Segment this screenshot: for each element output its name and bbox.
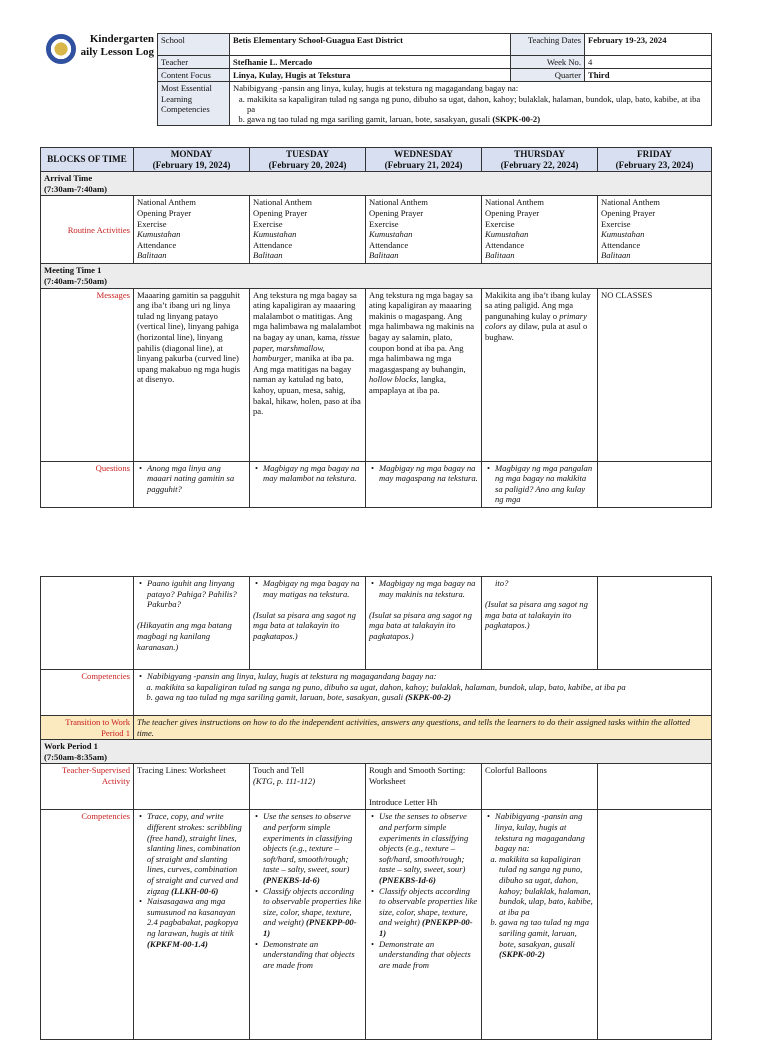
question-wednesday: • Magbigay ng mga bagay na may magaspang na tekstura.: [366, 461, 482, 507]
message-wednesday: Ang tekstura ng mga bagay sa ating kapaligiran ay maaaring makinis o magaspang. Ang mga halimbawa ng makinis na bagay ay salamin, plato, coupon bond at iba pa. Ang mga halimbawa ng mga magasgaspang ay buhangin, hollow blocks, langka, ampaplaya at iba pa.: [366, 288, 482, 461]
competency-a: a. makikita sa kapaligiran tulad ng sanga ng puno, dibuho sa ugat, dahon, kahoy; bulaklak, halaman, bundok, ulap, bato, kabibe, at iba pa: [247, 94, 708, 114]
tsa-wednesday: Rough and Smooth Sorting: Worksheet Introduce Letter Hh: [366, 764, 482, 810]
section-meeting-time: Meeting Time 1 (7:40am-7:50am): [41, 264, 712, 288]
competency-b: b. gawa ng tao tulad ng mga sariling gamit, laruan, bote, sasakyan, gusali (SKPK-00-2): [247, 114, 708, 124]
question-friday-continued: [598, 577, 712, 670]
transition-text: The teacher gives instructions on how to do the independent activities, answers any questions, and tells the learners to do their assigned tasks within the allotted time.: [134, 716, 712, 740]
routine-tuesday: National Anthem Opening Prayer Exercise Kumustahan Attendance Balitaan: [250, 196, 366, 264]
quarter-label: Quarter: [511, 69, 585, 82]
questions-label-empty: [41, 577, 134, 670]
competencies-list: [233, 94, 708, 125]
tsa-label: Teacher-Supervised Activity: [41, 764, 134, 810]
competencies-row-label: Competencies: [41, 670, 134, 716]
tsa-row: [41, 764, 712, 810]
routine-label: Routine Activities: [41, 196, 134, 264]
competencies-value: Nabibigyang -pansin ang linya, kulay, hugis at tekstura ng magagandang bagay na: a. makikita sa kapaligiran tulad ng sanga ng puno, dibuho sa ugat, dahon, kahoy; bulaklak, halaman, bundok, ulap, bato, kabibe, at iba pa b. gawa ng tao tulad ng mga sariling gamit, laruan, bote, sasakyan, gusali (SKPK-00-2): [230, 82, 712, 126]
competencies2-tuesday: • Use the senses to observe and perform simple experiments in classifying objects (e.g., texture – soft/hard, smooth/rough; taste – salty, sweet, sour) (PNEKBS-Id-6) • Classify objects according to observable properties like size, color, shape, texture, and weight) (PNEKPP-00-1) • Demonstrate an understanding that objects are made from: [250, 810, 366, 1040]
routine-friday: National Anthem Opening Prayer Exercise Kumustahan Attendance Balitaan: [598, 196, 712, 264]
content-focus-label: Content Focus: [158, 69, 230, 82]
competencies2-label: Competencies: [41, 810, 134, 1040]
week-value: 4: [585, 56, 712, 69]
competencies2-row: [41, 810, 712, 1040]
question-monday: • Anong mga linya ang maaari nating gamitin sa pagguhit?: [134, 461, 250, 507]
quarter-value: Third: [585, 69, 712, 82]
tsa-friday: [598, 764, 712, 810]
question-tuesday: • Magbigay ng mga bagay na may malambot na tekstura.: [250, 461, 366, 507]
content-focus-value: Linya, Kulay, Hugis at Tekstura: [230, 69, 511, 82]
lesson-table-page2: [40, 576, 712, 1040]
teacher-value: Stefhanie L. Mercado: [230, 56, 511, 69]
message-monday: Maaaring gamitin sa pagguhit ang iba’t ibang uri ng linya tulad ng linyang patayo (vertical line), linyang pahiga (horizontal line), linyang pahilis (diagonal line), at linyang pakurba (curved line) upang makabuo ng mga hugis at disenyo.: [134, 288, 250, 461]
routine-wednesday: National Anthem Opening Prayer Exercise Kumustahan Attendance Balitaan: [366, 196, 482, 264]
routine-thursday: National Anthem Opening Prayer Exercise Kumustahan Attendance Balitaan: [482, 196, 598, 264]
routine-monday: National Anthem Opening Prayer Exercise Kumustahan Attendance Balitaan: [134, 196, 250, 264]
questions-label: Questions: [41, 461, 134, 507]
header-table: [157, 33, 712, 126]
question-tuesday-continued: • Magbigay ng mga bagay na may matigas na tekstura. (Isulat sa pisara ang sagot ng mga bata at talakayin ito pagkatapos.): [250, 577, 366, 670]
routine-row: [41, 196, 712, 264]
school-label: School: [158, 34, 230, 56]
competencies-label: Most Essential Learning Competencies: [158, 82, 230, 126]
competencies2-wednesday: • Use the senses to observe and perform simple experiments in classifying objects (e.g., texture – soft/hard, smooth/rough; taste – salty, sweet, sour) (PNEKBS-Id-6) • Classify objects according to observable properties like size, color, shape, texture, and weight) (PNEKPP-00-1) • Demonstrate an understanding that objects are made from: [366, 810, 482, 1040]
lesson-table-page1: [40, 147, 712, 508]
competencies2-friday: [598, 810, 712, 1040]
question-wednesday-continued: • Magbigay ng mga bagay na may makinis na tekstura. (Isulat sa pisara ang sagot ng mga bata at talakayin ito pagkatapos.): [366, 577, 482, 670]
section-work-period: Work Period 1 (7:50am-8:35am): [41, 740, 712, 764]
col-thursday: THURSDAY (February 22, 2024): [482, 148, 598, 172]
competencies-row-content: • Nabibigyang -pansin ang linya, kulay, hugis at tekstura ng magagandang bagay na: a. makikita sa kapaligiran tulad ng sanga ng puno, dibuho sa ugat, dahon, kahoy; bulaklak, halaman, bundok, ulap, bato, kabibe, at iba pa b. gawa ng tao tulad ng mga sariling gamit, laruan, bote, sasakyan, gusali (SKPK-00-2): [134, 670, 712, 716]
competencies2-monday: • Trace, copy, and write different strokes: scribbling (free hand), straight lines, slanting lines, combination of straight and slanting lines, curves, combination of straight and curved and zigzag (LLKH-00-6) • Naisasagawa ang mga sumusunod na kasanayan 2.4 pagbabakat, pagkopya ng larawan, hugis at titik (KPKFM-00-1.4): [134, 810, 250, 1040]
questions-row: [41, 461, 712, 507]
question-thursday-continued: ito? (Isulat sa pisara ang sagot ng mga bata at talakayin ito pagkatapos.): [482, 577, 598, 670]
question-monday-continued: • Paano iguhit ang linyang patayo? Pahiga? Pahilis? Pakurba? (Hikayatin ang mga batang magbagi ng kanilang karanasan.): [134, 577, 250, 670]
tsa-monday: Tracing Lines: Worksheet: [134, 764, 250, 810]
transition-label: Transition to Work Period 1: [41, 716, 134, 740]
messages-row: [41, 288, 712, 461]
week-label: Week No.: [511, 56, 585, 69]
transition-row: [41, 716, 712, 740]
tsa-thursday: Colorful Balloons: [482, 764, 598, 810]
message-thursday: Makikita ang iba’t ibang kulay sa ating paligid. Ang mga pangunahing kulay o primary colors ay dilaw, pula at asul o bughaw.: [482, 288, 598, 461]
competencies2-thursday: • Nabibigyang -pansin ang linya, kulay, hugis at tekstura ng magagandang bagay na: a. makikita sa kapaligiran tulad ng sanga ng puno, dibuho sa ugat, dahon, kahoy; bulaklak, halaman, bundok, ulap, bato, kabibe, at iba pa b. gawa ng tao tulad ng mga sariling gamit, laruan, bote, sasakyan, gusali (SKPK-00-2): [482, 810, 598, 1040]
competencies-row: [41, 670, 712, 716]
questions-row-continued: [41, 577, 712, 670]
col-blocks-of-time: BLOCKS OF TIME: [41, 148, 134, 172]
deped-logo: [46, 34, 76, 64]
school-value: Betis Elementary School-Guagua East District: [230, 34, 511, 56]
col-monday: MONDAY (February 19, 2024): [134, 148, 250, 172]
seal-icon: [46, 34, 76, 64]
page-title: Kindergarten aily Lesson Log: [80, 33, 154, 58]
col-tuesday: TUESDAY (February 20, 2024): [250, 148, 366, 172]
col-friday: FRIDAY (February 23, 2024): [598, 148, 712, 172]
message-tuesday: Ang tekstura ng mga bagay sa ating kapaligiran ay maaaring malalambot o matitigas. Ang mga halimbawa ng malalambot na bagay ay unan, kama, tissue paper, marshmallow, hamburger, manika at iba pa. Ang mga matitigas na bagay naman ay katulad ng bato, kahoy, upuan, mesa, sahig, bakal, hikaw, holen, paso at iba pa.: [250, 288, 366, 461]
question-friday: [598, 461, 712, 507]
teacher-label: Teacher: [158, 56, 230, 69]
teaching-dates-label: Teaching Dates: [511, 34, 585, 56]
section-arrival-time: Arrival Time (7:30am-7:40am): [41, 172, 712, 196]
col-wednesday: WEDNESDAY (February 21, 2024): [366, 148, 482, 172]
messages-label: Messages: [41, 288, 134, 461]
tsa-tuesday: Touch and Tell (KTG, p. 111-112): [250, 764, 366, 810]
message-friday: NO CLASSES: [598, 288, 712, 461]
teaching-dates-value: February 19-23, 2024: [585, 34, 712, 56]
question-thursday: • Magbigay ng mga pangalan ng mga bagay na makikita sa paligid? Ano ang kulay ng mga: [482, 461, 598, 507]
